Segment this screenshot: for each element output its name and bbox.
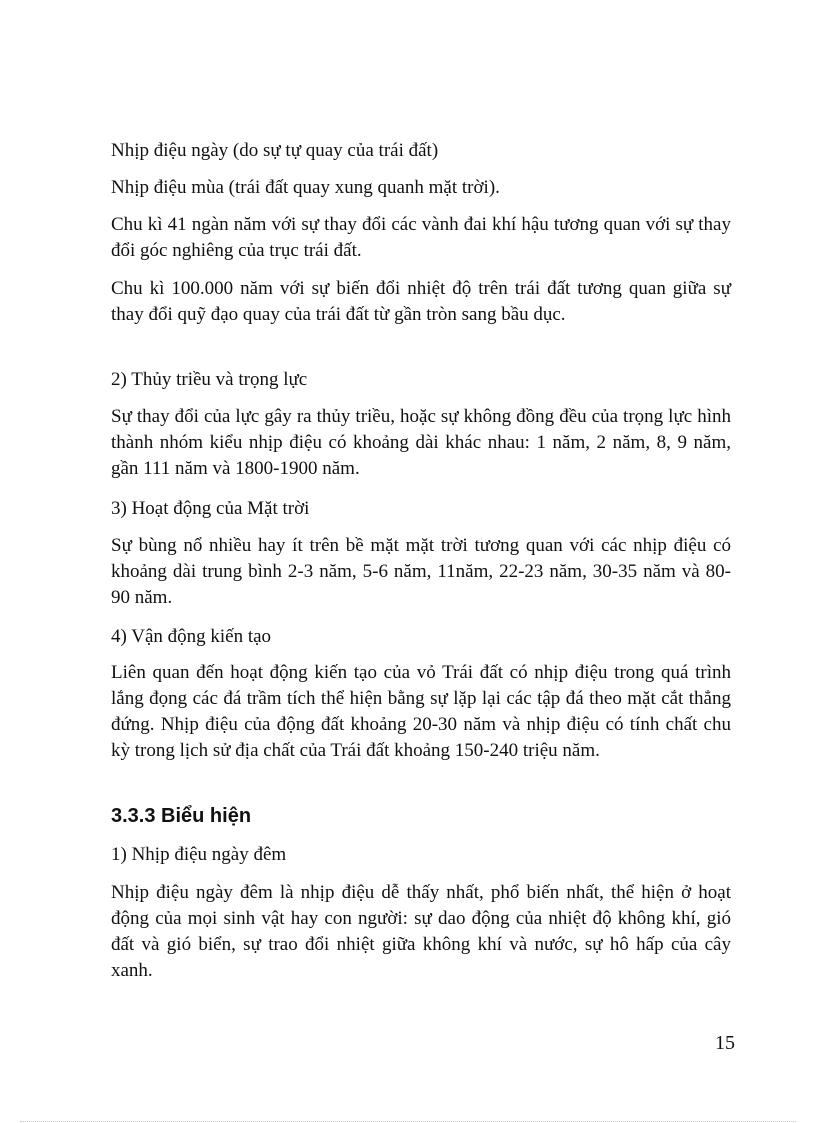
paragraph-daily-rhythm: Nhịp điệu ngày (do sự tự quay của trái đất) <box>111 140 439 161</box>
paragraph-seasonal-rhythm: Nhịp điệu mùa (trái đất quay xung quanh mặt trời). <box>111 177 500 198</box>
subheading-tectonics: 4) Vận động kiến tạo <box>111 626 272 647</box>
subheading-solar-activity: 3) Hoạt động của Mặt trời <box>111 498 310 519</box>
paragraph-tectonics: Liên quan đến hoạt động kiến tạo của vỏ Trái đất có nhịp điệu trong quá trình lắng đọng các đá trầm tích thể hiện bằng sự lặp lại các tập đá theo mặt cắt thẳng đứng. Nhịp điệu của động đất khoảng 20-30 năm và nhịp điệu có tính chất chu kỳ trong lịch sử địa chất của Trái đất khoảng 150-240 triệu năm. <box>111 662 731 761</box>
section-heading: 3.3.3 Biểu hiện <box>111 805 252 827</box>
paragraph-solar-activity: Sự bùng nổ nhiều hay ít trên bề mặt mặt trời tương quan với các nhịp điệu có khoảng dài trung bình 2-3 năm, 5-6 năm, 11năm, 22-23 năm, 30-35 năm và 80-90 năm. <box>111 535 731 608</box>
subheading-tides-gravity: 2) Thủy triều và trọng lực <box>111 369 308 390</box>
page-number: 15 <box>715 1032 735 1054</box>
paragraph-100k-cycle: Chu kì 100.000 năm với sự biến đổi nhiệt độ trên trái đất tương quan giữa sự thay đổi quỹ đạo quay của trái đất từ gần tròn sang bầu dục. <box>111 278 731 325</box>
subheading-day-night-rhythm: 1) Nhịp điệu ngày đêm <box>111 844 287 865</box>
paragraph-tides-gravity: Sự thay đổi của lực gây ra thủy triều, hoặc sự không đồng đều của trọng lực hình thành nhóm kiểu nhịp điệu có khoảng dài khác nhau: 1 năm, 2 năm, 8, 9 năm, gần 111 năm và 1800-1900 năm. <box>111 406 731 479</box>
paragraph-day-night-rhythm: Nhịp điệu ngày đêm là nhịp điệu dễ thấy nhất, phổ biến nhất, thể hiện ở hoạt động của mọi sinh vật hay con người: sự dao động của nhiệt độ không khí, gió đất và gió biển, sự trao đổi nhiệt giữa không khí và nước, sự hô hấp của cây xanh. <box>111 882 731 981</box>
bottom-divider <box>20 1121 796 1122</box>
paragraph-41k-cycle: Chu kì 41 ngàn năm với sự thay đổi các vành đai khí hậu tương quan với sự thay đổi góc nghiêng của trục trái đất. <box>111 214 731 261</box>
